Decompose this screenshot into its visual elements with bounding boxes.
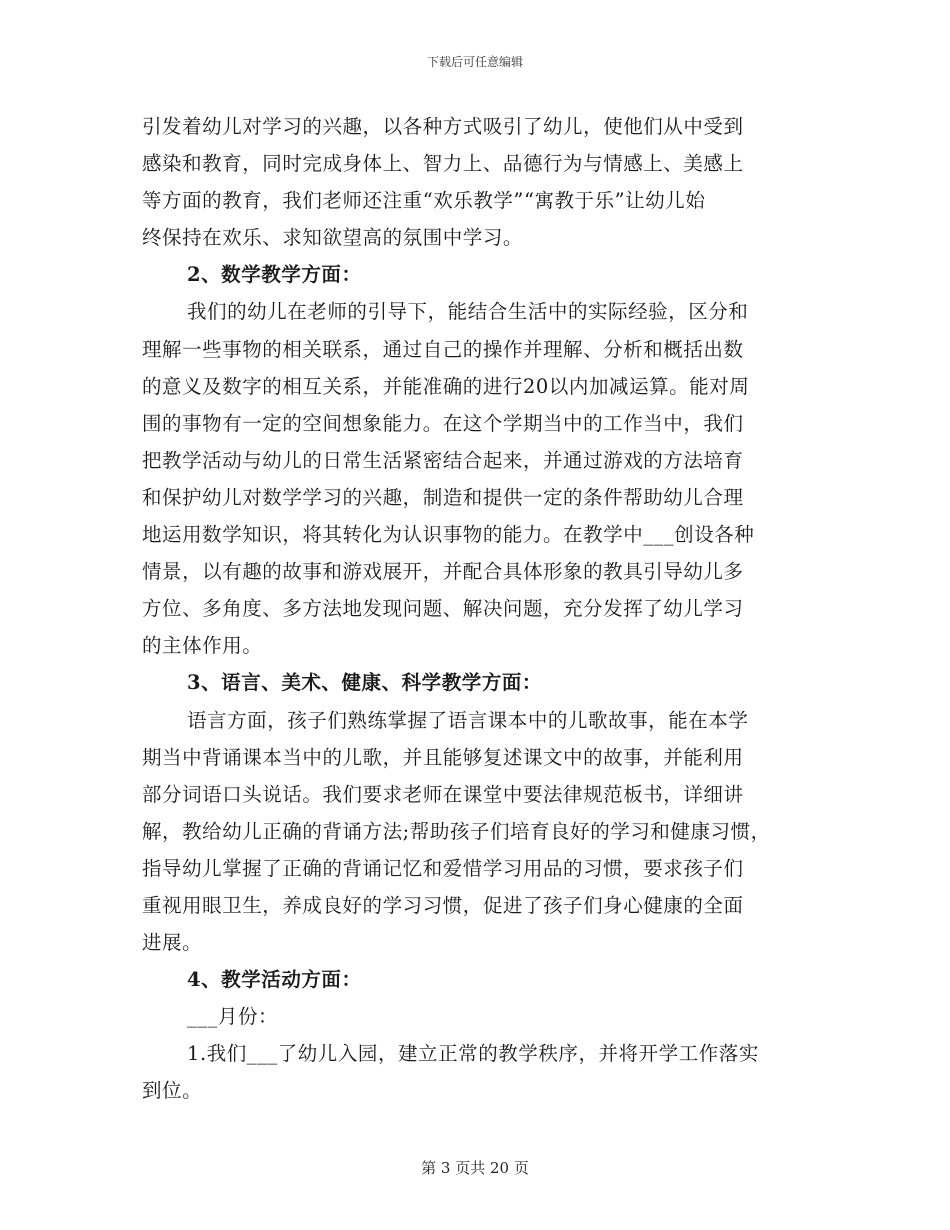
document-body — [142, 108, 812, 1110]
paragraph-line: 地运用数学知识，将其转化为认识事物的能力。在教学中___创设各种 — [142, 523, 755, 547]
paragraph-line: 我们的幼儿在老师的引导下，能结合生活中的实际经验，区分和 — [187, 300, 749, 324]
paragraph-line: 等方面的教育，我们老师还注重“欢乐教学”“寓教于乐”让幼儿始 — [142, 189, 706, 213]
section-heading: 2、数学教学方面： — [187, 263, 362, 287]
section-heading: 4、教学活动方面： — [187, 968, 362, 992]
paragraph-line: 部分词语口头说话。我们要求老师在课堂中要法律规范板书，详细讲 — [142, 782, 744, 806]
paragraph-line: 引发着幼儿对学习的兴趣，以各种方式吸引了幼儿，使他们从中受到 — [142, 115, 744, 138]
paragraph-line: 期当中背诵课本当中的儿歌，并且能够复述课文中的故事，并能利用 — [142, 745, 744, 769]
paragraph-line: 方位、多角度、多方法地发现问题、解决问题，充分发挥了幼儿学习 — [142, 597, 744, 621]
paragraph-line: ___月份： — [187, 1005, 279, 1029]
page-header: 下载后可任意编辑 — [426, 55, 523, 69]
paragraph-line: 围的事物有一定的空间想象能力。在这个学期当中的工作当中，我们 — [142, 411, 744, 435]
paragraph-line: 把教学活动与幼儿的日常生活紧密结合起来，并通过游戏的方法培育 — [142, 448, 744, 472]
paragraph-line: 理解一些事物的相关联系，通过自己的操作并理解、分析和概括出数 — [142, 337, 744, 361]
paragraph-line: 情景，以有趣的故事和游戏展开，并配合具体形象的教具引导幼儿多 — [142, 560, 744, 584]
paragraph-line: 到位。 — [142, 1079, 203, 1103]
paragraph-line: 1.我们___了幼儿入园，建立正常的教学秩序，并将开学工作落实 — [187, 1042, 759, 1066]
paragraph-line: 语言方面，孩子们熟练掌握了语言课本中的儿歌故事，能在本学 — [187, 708, 749, 732]
page-footer: 第 3 页共 20 页 — [421, 1159, 529, 1177]
paragraph-line: 的主体作用。 — [142, 634, 263, 658]
paragraph-line: 终保持在欢乐、求知欲望高的氛围中学习。 — [142, 226, 523, 250]
paragraph-line: 指导幼儿掌握了正确的背诵记忆和爱惜学习用品的习惯，要求孩子们 — [142, 856, 744, 880]
paragraph-line: 的意义及数字的相互关系，并能准确的进行20以内加减运算。能对周 — [142, 374, 750, 398]
paragraph-line: 解，教给幼儿正确的背诵方法;帮助孩子们培育良好的学习和健康习惯， — [142, 819, 771, 843]
paragraph-line: 感染和教育，同时完成身体上、智力上、品德行为与情感上、美感上 — [142, 152, 744, 176]
paragraph-line: 和保护幼儿对数学学习的兴趣，制造和提供一定的条件帮助幼儿合理 — [142, 485, 744, 509]
section-heading: 3、语言、美术、健康、科学教学方面： — [187, 671, 542, 695]
paragraph-line: 重视用眼卫生，养成良好的学习习惯，促进了孩子们身心健康的全面 — [142, 893, 744, 917]
paragraph-line: 进展。 — [142, 931, 203, 955]
